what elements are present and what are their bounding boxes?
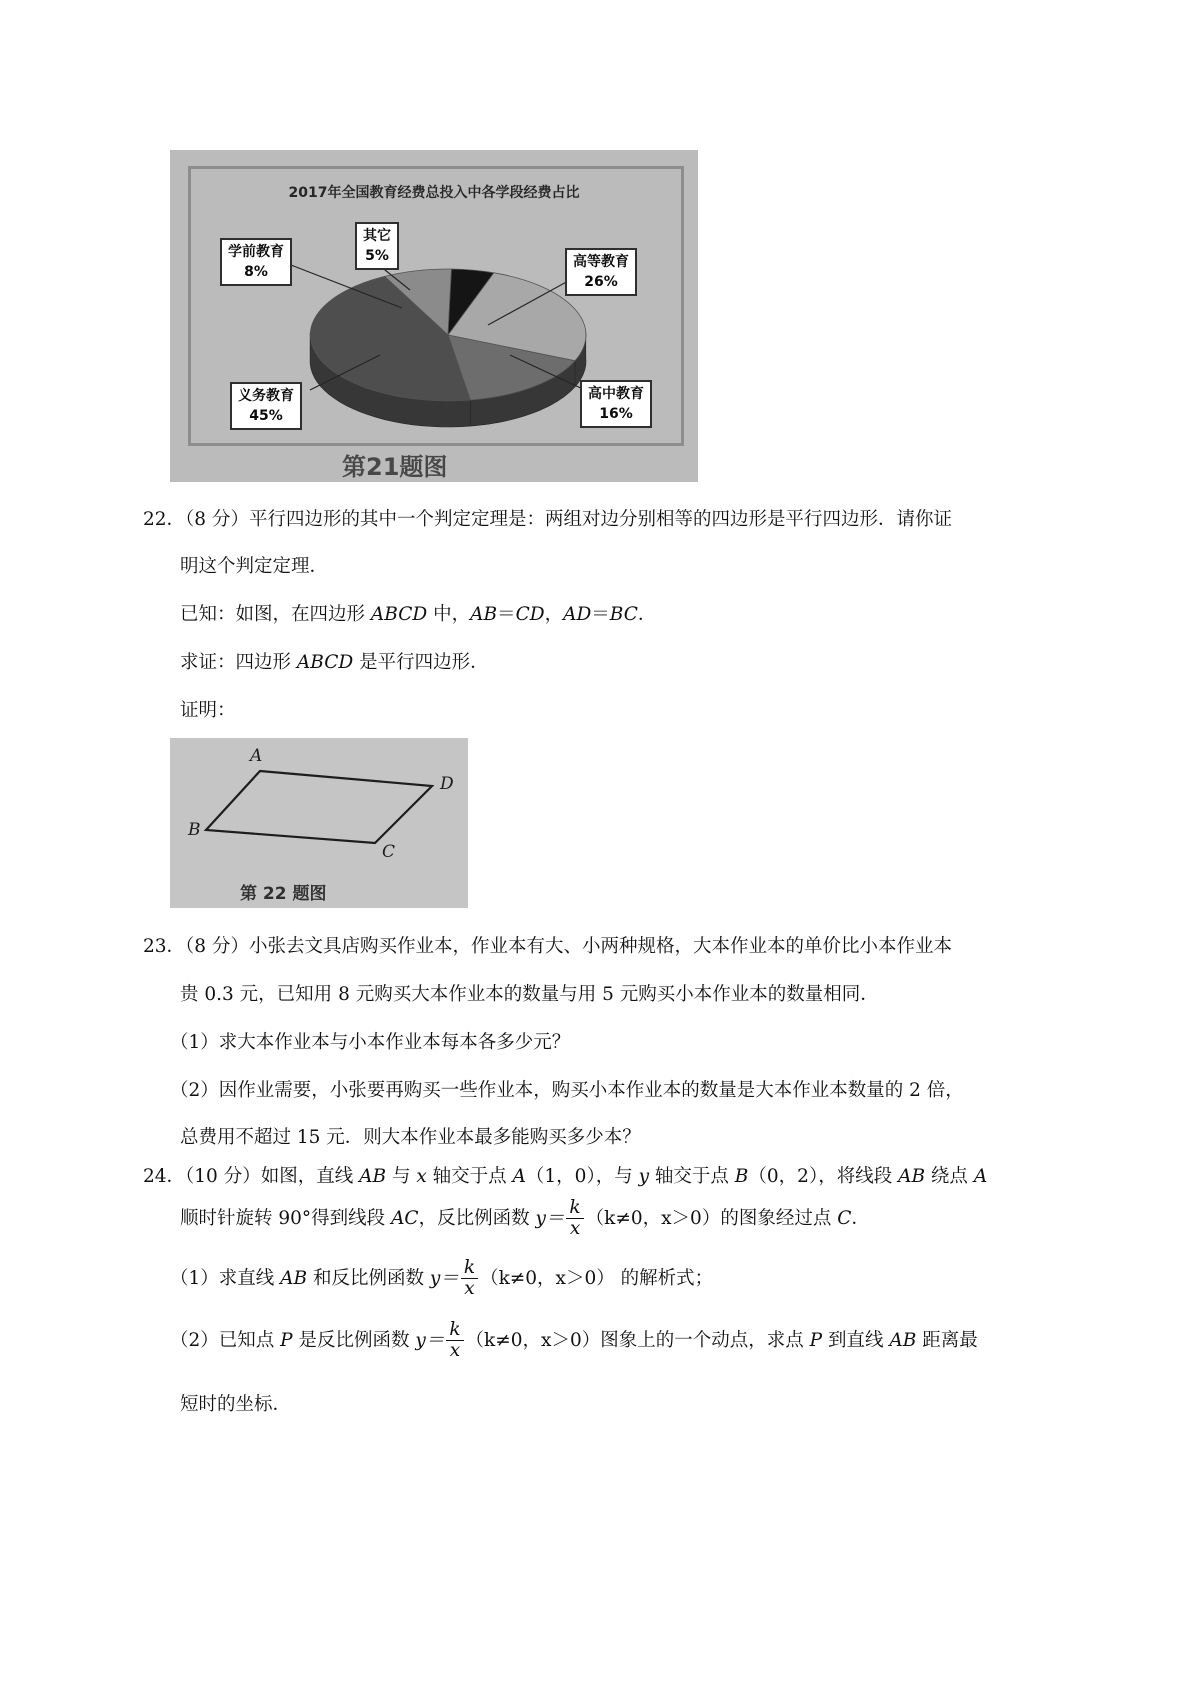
q24-line-2: 顺时针旋转 90°得到线段 AC，反比例函数 y＝ $\frac{k}{x}$ （k≠0，x＞0）的图象经过点 C． <box>180 1197 870 1240</box>
q23-part-2: （2）因作业需要，小张要再购买一些作业本，购买小本作业本的数量是大本作业本数量的 2 倍， <box>170 1080 964 1101</box>
q24-part-2-cont: 短时的坐标． <box>180 1394 292 1415</box>
figure-22 <box>170 738 468 908</box>
fraction-k-over-x: $\frac{k}{x}$ <box>446 1320 463 1362</box>
callout-preschool <box>220 238 292 286</box>
value-other: 5% <box>365 248 389 264</box>
figure-21 <box>170 150 698 482</box>
vertex-A: A <box>250 746 263 766</box>
pie-chart <box>170 150 698 482</box>
parallelogram-ABCD <box>206 771 432 843</box>
fraction-k-over-x: $\frac{k}{x}$ <box>566 1198 583 1240</box>
figure-22-caption: 第 22 题图 <box>240 884 327 904</box>
chart-title: 2017年全国教育经费总投入中各学段经费占比 <box>288 185 580 201</box>
q24-part-2: （2）已知点 P 是反比例函数 y＝ $\frac{k}{x}$ （k≠0，x＞0）图象上的一个动点，求点 P 到直线 AB 距离最 <box>170 1319 978 1362</box>
q22-prove: 求证：四边形 ABCD 是平行四边形． <box>180 652 489 673</box>
label-compulsory: 义务教育 <box>238 388 294 404</box>
q23-part-1: （1）求大本作业本与小本作业本每本各多少元？ <box>170 1032 571 1053</box>
value-preschool: 8% <box>244 264 268 280</box>
q24-part-1: （1）求直线 AB 和反比例函数 y＝ $\frac{k}{x}$ （k≠0，x＞0） 的解析式； <box>170 1257 714 1300</box>
callout-high-school <box>580 380 652 428</box>
vertex-C: C <box>382 842 396 862</box>
figure-21-caption: 第21题图 <box>342 453 448 481</box>
q23-line-1: 23．（8 分）小张去文具店购买作业本，作业本有大、小两种规格，大本作业本的单价比小本作业本 <box>143 936 952 957</box>
vertex-D: D <box>440 774 454 794</box>
q23-line-2: 贵 0.3 元，已知用 8 元购买大本作业本的数量与用 5 元购买小本作业本的数量相同． <box>180 984 879 1005</box>
callout-other <box>355 222 399 270</box>
q22-given: 已知：如图，在四边形 ABCD 中，AB＝CD，AD＝BC． <box>180 604 657 625</box>
label-high-school: 高中教育 <box>588 386 644 402</box>
label-other: 其它 <box>363 228 391 244</box>
q22-line-2: 明这个判定定理． <box>180 556 329 577</box>
value-high-school: 16% <box>599 406 633 422</box>
callout-compulsory <box>230 382 302 430</box>
label-higher: 高等教育 <box>573 254 629 270</box>
q23-part-2-cont: 总费用不超过 15 元．则大本作业本最多能购买多少本？ <box>180 1127 641 1148</box>
q22-proof-label: 证明： <box>180 700 236 721</box>
label-preschool: 学前教育 <box>228 244 284 260</box>
q22-line-1: 22．（8 分）平行四边形的其中一个判定定理是：两组对边分别相等的四边形是平行四边形．请你证 <box>143 509 952 530</box>
value-higher: 26% <box>584 274 618 290</box>
vertex-B: B <box>188 820 201 840</box>
callout-higher <box>565 248 637 296</box>
fraction-k-over-x: $\frac{k}{x}$ <box>461 1258 478 1300</box>
value-compulsory: 45% <box>249 408 283 424</box>
q24-line-1: 24．（10 分）如图，直线 AB 与 x 轴交于点 A（1，0），与 y 轴交于点 B（0，2），将线段 AB 绕点 A <box>143 1166 988 1187</box>
